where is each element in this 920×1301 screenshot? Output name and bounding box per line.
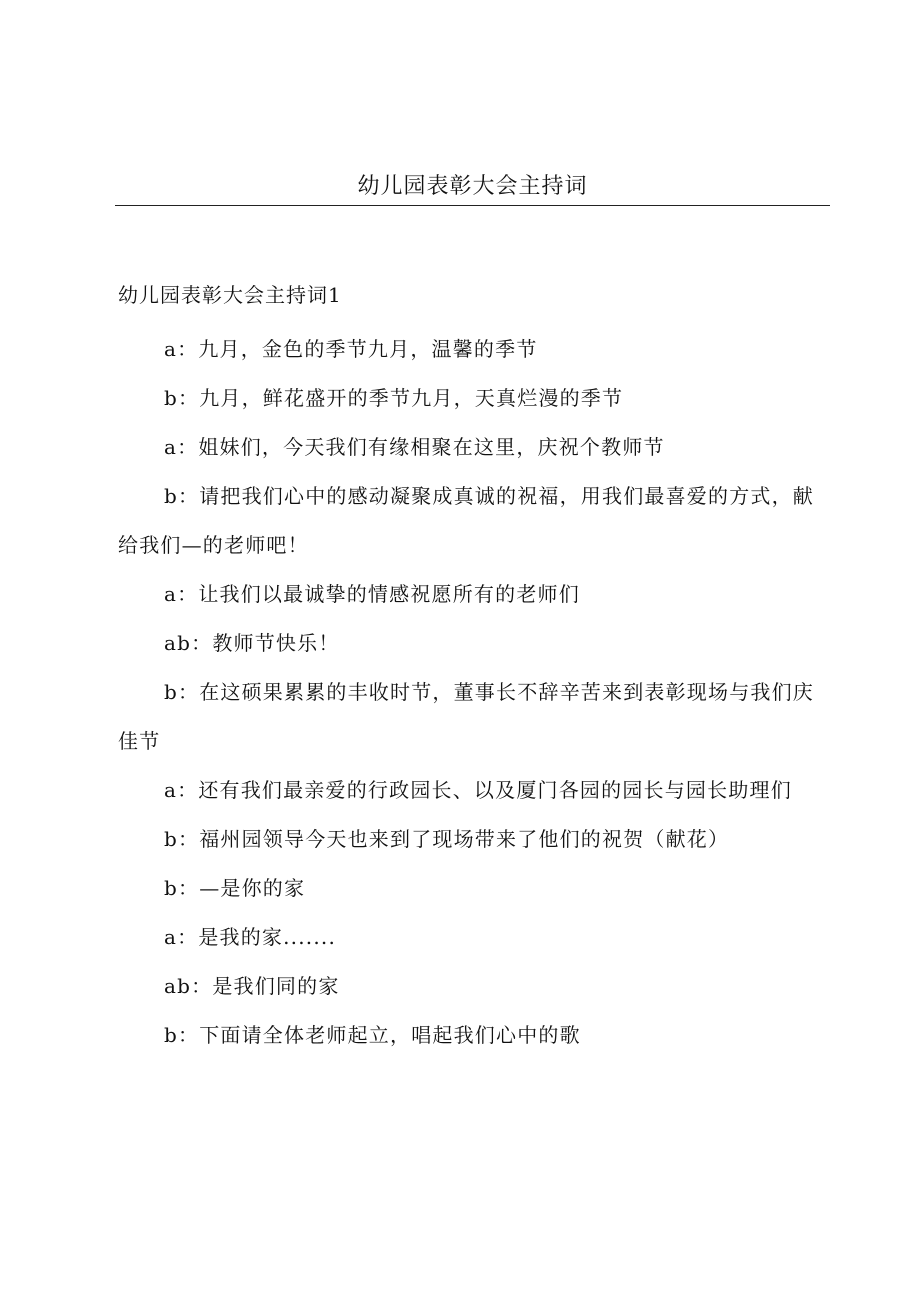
dialogue-line: b：下面请全体老师起立，唱起我们心中的歌 bbox=[164, 1023, 581, 1047]
dialogue-line: b：—是你的家 bbox=[164, 876, 306, 900]
dialogue-line: b：请把我们心中的感动凝聚成真诚的祝福，用我们最喜爱的方式，献给我们—的老师吧！ bbox=[118, 484, 815, 557]
dialogue-line: a：是我的家....... bbox=[164, 925, 337, 949]
document-title: 幼儿园表彰大会主持词 bbox=[357, 174, 588, 199]
title-underline bbox=[115, 205, 830, 206]
dialogue-line: b：九月，鲜花盛开的季节九月，天真烂漫的季节 bbox=[164, 386, 624, 410]
section-heading: 幼儿园表彰大会主持词1 bbox=[118, 283, 342, 307]
dialogue-line: b：在这硕果累累的丰收时节，董事长不辞辛苦来到表彰现场与我们庆佳节 bbox=[118, 680, 815, 753]
document-body bbox=[118, 325, 830, 1060]
dialogue-line: b：福州园领导今天也来到了现场带来了他们的祝贺（献花） bbox=[164, 827, 730, 851]
dialogue-line: ab：是我们同的家 bbox=[164, 974, 340, 998]
dialogue-line: ab：教师节快乐！ bbox=[164, 631, 340, 655]
dialogue-line: a：九月，金色的季节九月，温馨的季节 bbox=[164, 337, 538, 361]
dialogue-line: a：让我们以最诚挚的情感祝愿所有的老师们 bbox=[164, 582, 580, 606]
dialogue-line: a：姐妹们，今天我们有缘相聚在这里，庆祝个教师节 bbox=[164, 435, 665, 459]
dialogue-line: a：还有我们最亲爱的行政园长、以及厦门各园的园长与园长助理们 bbox=[164, 778, 792, 802]
